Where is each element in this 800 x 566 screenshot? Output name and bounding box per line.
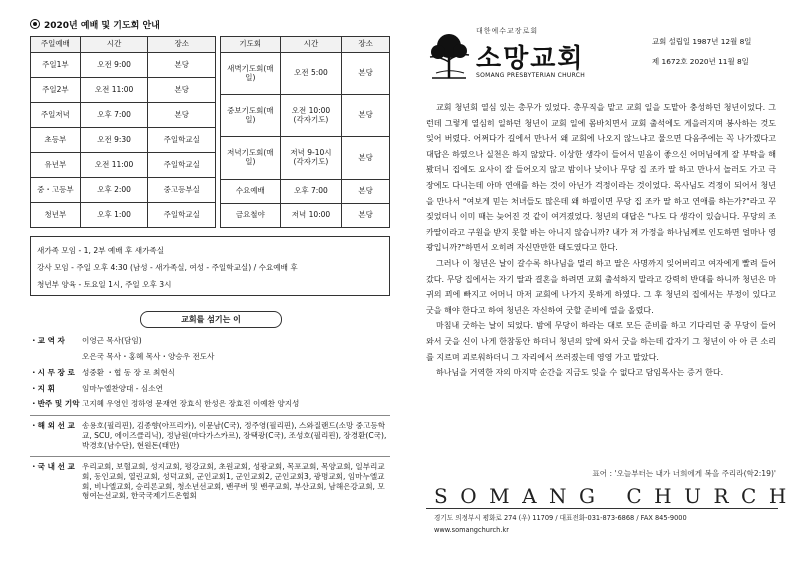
tree-logo-icon (426, 28, 472, 80)
column-header: 주일예배 (31, 37, 81, 53)
table-row (31, 178, 216, 203)
table-cell: 중・고등부 (31, 178, 81, 203)
table-row (221, 53, 390, 95)
table-row (31, 78, 216, 103)
table-row (31, 103, 216, 128)
schedule-title: 2020년 예배 및 기도회 안내 (30, 18, 390, 34)
staff-row (30, 352, 390, 362)
table-cell: 주일1부 (31, 53, 81, 78)
table-cell: 주일저녁 (31, 103, 81, 128)
staff-list (30, 336, 390, 501)
table-cell: 본당 (342, 203, 390, 227)
foreign-mission-label: ・해 외 선 교 (30, 421, 75, 431)
column-header: 시간 (280, 37, 342, 53)
table-row (221, 137, 390, 179)
table-row (31, 53, 216, 78)
meeting-line: 새가족 모임 - 1, 2부 예배 후 새가족실 (37, 246, 165, 255)
table-header-row (31, 37, 216, 53)
table-row (221, 203, 390, 227)
column-header: 장소 (342, 37, 390, 53)
table-cell: 오전 10:00 (각자기도) (280, 95, 342, 137)
meeting-line: 청년부 양육 - 토요일 1시, 주일 오후 3시 (37, 280, 172, 289)
church-logo (426, 22, 626, 84)
left-page (30, 18, 390, 558)
staff-row (30, 399, 390, 409)
table-cell: 중보기도회(매일) (221, 95, 281, 137)
right-page (420, 18, 799, 558)
table-cell: 초등부 (31, 128, 81, 153)
issue-number: 제 1672호 2020년 11월 8일 (652, 57, 749, 66)
staff-row (30, 384, 390, 394)
table-cell: 새벽기도회(매일) (221, 53, 281, 95)
table-cell: 주일학교실 (148, 203, 216, 228)
article-paragraph: 그러나 이 청년은 날이 갈수록 하나님을 멀리 하고 딸은 사명까지 잊어버리고 여자에게 빨려 들어갔다. 무당 집에서는 자기 딸과 결혼을 하려면 교회 출석하지 말라고 강력히 반대를 하니까 청년은 마귀의 꾀에 빠지고 어머니 마저 교회에 나가지 못하게 하였다. 그 후 청년의 집에서는 부정이 있다고 굿을 해야 한다고 하여 청년은 자신하여 굿할 준비에 열을 올렸다. (426, 258, 776, 315)
article-paragraph: 하나님을 거역한 자의 마지막 순간을 지금도 잊을 수 없다고 담임목사는 증거 한다. (436, 368, 724, 378)
column-header: 시간 (80, 37, 148, 53)
staff-names: 고지혜 우영인 정하영 문재연 장효식 한성은 장효진 이예찬 양지성 (82, 399, 300, 409)
table-cell: 주일학교실 (148, 153, 216, 178)
table-cell: 오전 11:00 (80, 78, 148, 103)
staff-role: ・반주 및 기악 (30, 399, 80, 409)
staff-role: ・시 무 장 로 (30, 367, 75, 377)
staff-role (30, 352, 82, 362)
divider (30, 456, 390, 457)
table-cell: 오전 5:00 (280, 53, 342, 95)
article-paragraph: 마침내 굿하는 날이 되었다. 밤에 무당이 하라는 대로 모든 준비를 하고 기다리던 중 무당이 들어와서 굿을 신이 나게 한참동안 하더니 청년의 앞에 와서 굿을 하는데 갑자기 그 청년이 아 아 큰 소리를 지르며 괴로워하더니 그 자리에서 쓰러졌는데 영영 가고 말았다. (426, 321, 776, 362)
column-header: 기도회 (221, 37, 281, 53)
table-row (221, 179, 390, 203)
motto-caption: 표어 : '오늘부터는 내가 너희에게 복을 주리라(학2:19)' (592, 469, 776, 478)
table-cell: 오전 9:00 (80, 53, 148, 78)
table-cell: 본당 (148, 78, 216, 103)
table-cell: 유년부 (31, 153, 81, 178)
table-row (31, 203, 216, 228)
table-cell: 저녁 10:00 (280, 203, 342, 227)
table-cell: 저녁 9-10시 (각자기도) (280, 137, 342, 179)
founded-date: 교회 설립일 1987년 12월 8일 (652, 37, 752, 46)
meetings-box (30, 236, 390, 296)
table-cell: 오전 9:30 (80, 128, 148, 153)
staff-names: 오은국 목사・홍혜 목사・양승우 전도사 (82, 351, 215, 361)
circle-bullet-icon (30, 19, 40, 29)
domestic-mission-list: 우리교회, 보혈교회, 성지교회, 평강교회, 초원교회, 성광교회, 목포교회, 목양교회, 일부리교회, 동인교회, 열린교회, 성덕교회, 군인교회1, 군인교회2, 군인교회3, 광명교회, 임마누엘교회, 비나엘교회, 승리론교회, 청소년선교회, 밴쿠버 및 밴쿠교회, 부산교회, 남해은강교회, 모형여는선교회, 한국국제기드온협회 (82, 461, 385, 501)
staff-row (30, 368, 390, 378)
table-cell: 주일학교실 (148, 128, 216, 153)
domestic-mission-label: ・국 내 선 교 (30, 461, 75, 471)
serving-title: 교회를 섬기는 이 (140, 311, 282, 328)
logo-denomination: 대한예수교장로회 (476, 27, 539, 35)
table-row (31, 153, 216, 178)
domestic-mission (30, 462, 390, 501)
address: 경기도 의정부시 평화로 274 (우) 11709 / 대표전화-031-873-6868 / FAX 845-9000 (434, 514, 687, 522)
prayer-schedule-table (220, 36, 390, 228)
worship-schedule-table (30, 36, 216, 228)
table-row (221, 95, 390, 137)
table-cell: 오후 1:00 (80, 203, 148, 228)
staff-role: ・교 역 자 (30, 336, 65, 345)
website-link[interactable]: www.somangchurch.kr (434, 526, 509, 534)
logo-english-name: SOMANG PRESBYTERIAN CHURCH (476, 72, 586, 79)
table-cell: 중고등부실 (148, 178, 216, 203)
church-english-title: SOMANG CHURCH (434, 484, 799, 508)
divider (426, 508, 778, 509)
issue-info (652, 32, 782, 72)
table-cell: 수요예배 (221, 179, 281, 203)
table-cell: 오전 11:00 (80, 153, 148, 178)
table-cell: 주일2부 (31, 78, 81, 103)
table-cell: 본당 (342, 95, 390, 137)
meeting-line: 강사 모임 - 주일 오후 4:30 (남성 - 새가족실, 여성 - 주일학교실) / 수요예배 후 (37, 263, 298, 272)
staff-names: 성중환 ・협 동 장 로 최현식 (82, 367, 176, 377)
table-cell: 본당 (148, 103, 216, 128)
foreign-mission (30, 421, 390, 451)
staff-role: ・지 휘 (30, 383, 55, 393)
table-cell: 본당 (342, 137, 390, 179)
article-paragraph: 교회 청년회 열심 있는 총무가 있었다. 총무직을 맡고 교회 일을 도맡아 충성하던 청년이었다. 그런데 그렇게 열심히 일하던 청년이 교회 일에 몸바치면서 교회 출석에도 게을러지며 봉사하는 것도 잊어 버렸다. 어쩌다가 길에서 만나서 왜 교회에 나오지 않느냐고 물으면 다음주에는 꼭 나가겠다고 대답은 하였으나 실천은 하지 않았다. 이상한 생각이 들어서 믿음이 좋으신 어머님에게 잘 부탁을 해봤더니 집에도 요사이 잘 들어오지 않고 밤이나 낮이나 무당 집 조카 딸 하고 만나서 놀러도 가고 극장에도 다니는데 아마 연애를 하는 것이 아닌가 걱정이라는 것이었다. 목사님도 걱정이 되어서 청년을 만나서 "여보게 믿는 처녀들도 많은데 왜 하필이면 무당 집 조카 딸 하고 연애를 하는가?"라고 꾸짖었더니 이미 때는 늦어진 것 같이 여겨졌었다. 청년의 대답은 "나도 다 생각이 있습니다. 무당의 조카딸이라고 구원을 받지 못할 바는 아니지 않습니까? 내가 저 가정을 하나님께로 인도하면 얼마나 영광입니까?"하면서 오히려 자신만만한 태도였다고 한다. (426, 103, 776, 253)
schedule-tables (30, 36, 390, 228)
article-body (426, 100, 776, 381)
table-cell: 본당 (342, 53, 390, 95)
column-header: 장소 (148, 37, 216, 53)
table-cell: 저녁기도회(매일) (221, 137, 281, 179)
table-row (31, 128, 216, 153)
table-cell: 본당 (342, 179, 390, 203)
staff-row (30, 336, 390, 346)
table-cell: 청년부 (31, 203, 81, 228)
staff-names: 임마누엘찬양대 - 심소연 (82, 383, 163, 393)
logo-church-name: 소망교회 (476, 44, 585, 74)
divider (30, 415, 390, 416)
table-cell: 오후 7:00 (280, 179, 342, 203)
table-cell: 오후 2:00 (80, 178, 148, 203)
foreign-mission-list: 송용호(필리핀), 김종향(아프리카), 이문남(C국), 정주영(필리핀), 스와질랜드(소망 중고등학교, SCU, 에이즈클리닉), 정남원(마다가스카르), 장택광(C국), 조성호(필리핀), 장경환(C국), 박경호(남수단), 현원돈(태만) (82, 421, 387, 451)
table-cell: 오후 7:00 (80, 103, 148, 128)
table-cell: 본당 (148, 53, 216, 78)
address-block (434, 512, 778, 536)
staff-names: 이영근 목사(담임) (82, 336, 142, 345)
table-header-row (221, 37, 390, 53)
table-cell: 금요철야 (221, 203, 281, 227)
